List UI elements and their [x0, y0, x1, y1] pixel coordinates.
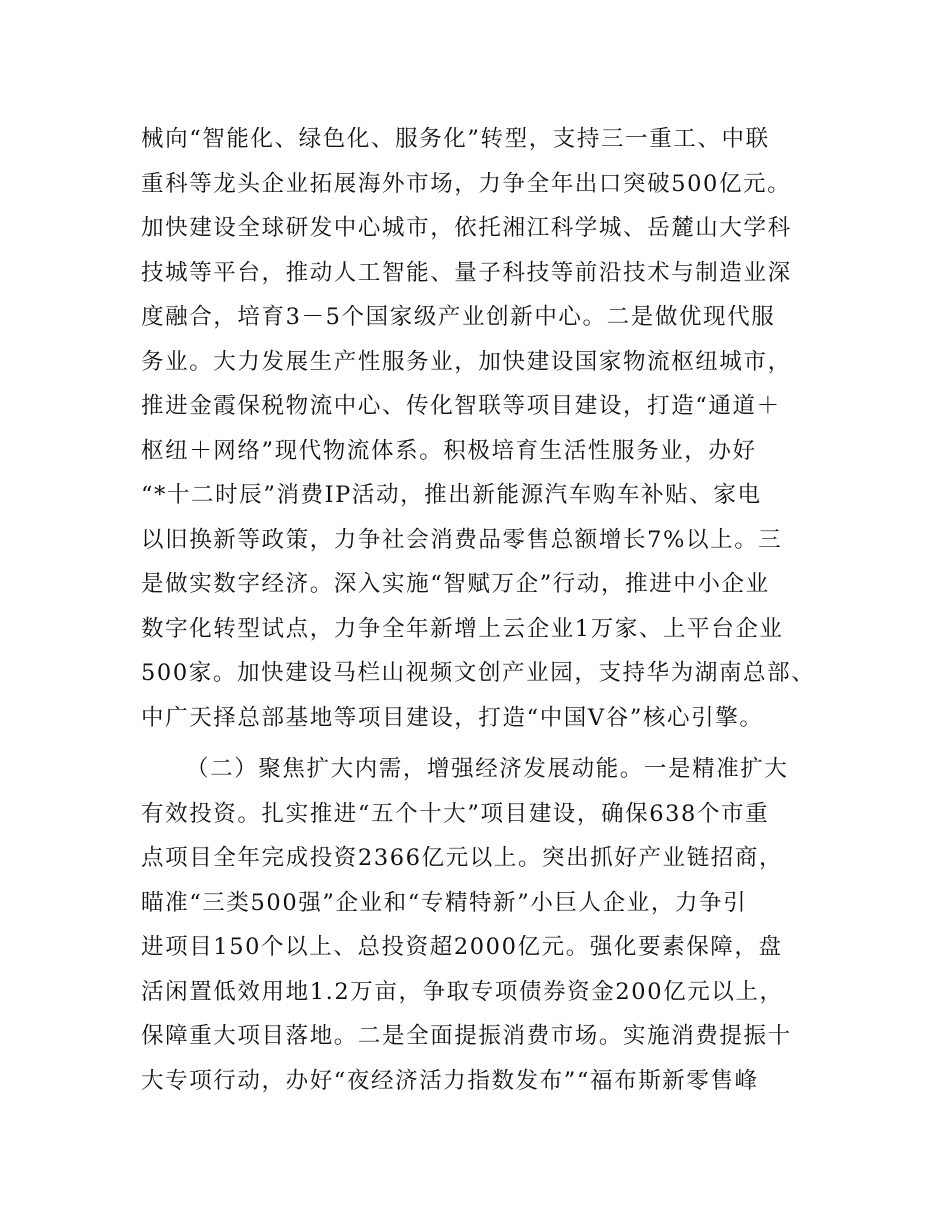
section-heading-line: （二）聚焦扩大内需，增强经济发展动能。一是精准扩大 [186, 756, 789, 782]
paragraph-domestic-demand [141, 747, 821, 1103]
text-line: 技城等平台，推动人工智能、量子科技等前沿技术与制造业深 [141, 259, 792, 286]
text-line: “*十二时辰”消费IP活动，推出新能源汽车购车补贴、家电 [141, 482, 762, 508]
document-body [141, 117, 821, 1103]
text-line: 进项目150个以上、总投资超2000亿元。强化要素保障，盘 [141, 934, 783, 960]
paragraph-spacer [141, 740, 821, 747]
text-line: 推进金霞保税物流中心、传化智联等项目建设，打造“通道＋ [141, 393, 781, 419]
text-line: 保障重大项目落地。二是全面提振消费市场。实施消费提振十 [141, 1023, 792, 1049]
text-line: 活闲置低效用地1.2万亩，争取专项债券资金200亿元以上， [141, 978, 784, 1005]
paragraph-industry-upgrade [141, 117, 821, 740]
text-line: 度融合，培育3－5个国家级产业创新中心。二是做优现代服 [141, 304, 776, 330]
text-line: 是做实数字经济。深入实施“智赋万企”行动，推进中小企业 [141, 571, 770, 597]
text-line: 有效投资。扎实推进“五个十大”项目建设，确保638个市重 [141, 800, 770, 827]
text-line: 数字化转型试点，力争全年新增上云企业1万家、上平台企业 [141, 615, 784, 642]
text-line: 务业。大力发展生产性服务业，加快建设国家物流枢纽城市， [141, 348, 792, 375]
text-line: 大专项行动，办好“夜经济活力指数发布”“福布斯新零售峰 [141, 1067, 759, 1094]
text-line: 枢纽＋网络”现代物流体系。积极培育生活性服务业，办好 [141, 437, 757, 464]
text-line: 加快建设全球研发中心城市，依托湘江科学城、岳麓山大学科 [141, 215, 792, 241]
text-line: 以旧换新等政策，力争社会消费品零售总额增长7%以上。三 [141, 526, 783, 553]
text-line: 重科等龙头企业拓展海外市场，力争全年出口突破500亿元。 [141, 170, 792, 197]
text-line: 500家。加快建设马栏山视频文创产业园，支持华为湖南总部、 [141, 660, 816, 686]
text-line: 械向“智能化、绿色化、服务化”转型，支持三一重工、中联 [141, 126, 770, 152]
text-line: 瞄准“三类500强”企业和“专精特新”小巨人企业，力争引 [141, 889, 748, 916]
text-line: 中广天择总部基地等项目建设，打造“中国V谷”核心引擎。 [141, 704, 764, 731]
text-line: 点项目全年完成投资2366亿元以上。突出抓好产业链招商， [141, 845, 784, 871]
